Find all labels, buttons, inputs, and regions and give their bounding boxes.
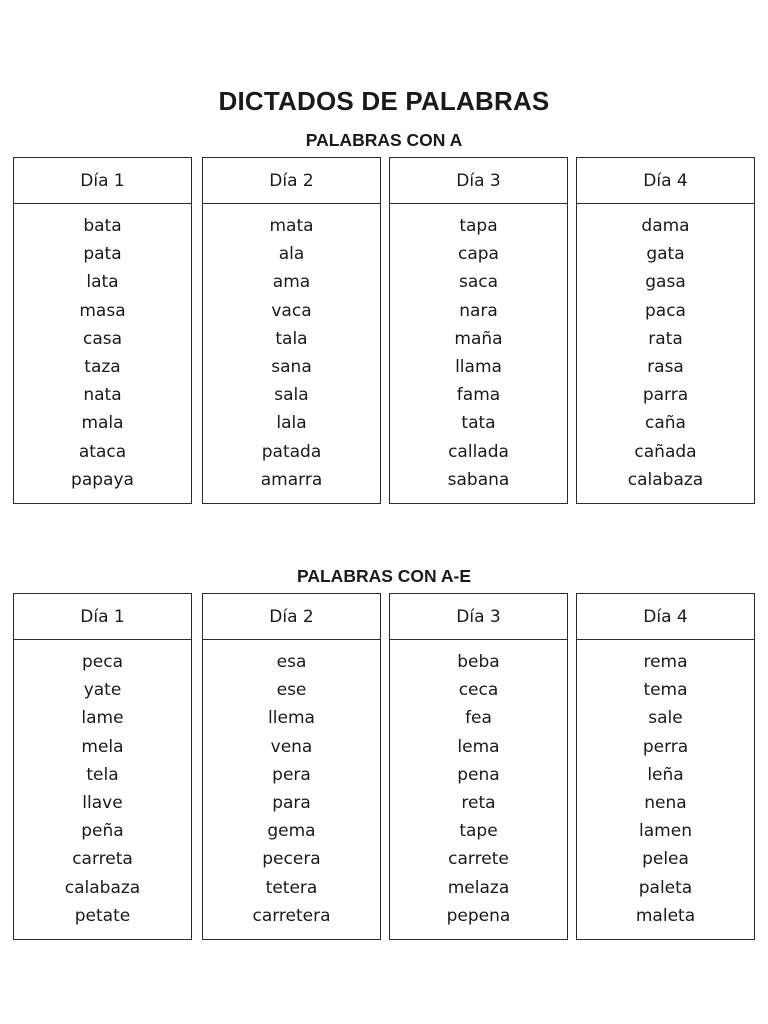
word-item: melaza	[447, 877, 510, 898]
word-item: lema	[457, 736, 500, 757]
day-column	[13, 157, 192, 504]
word-item: pelea	[642, 849, 689, 870]
section-palabras-con-a-e	[0, 593, 768, 943]
word-list	[390, 640, 567, 930]
word-item: cañada	[634, 441, 697, 462]
word-item: calabaza	[64, 877, 141, 898]
day-column	[389, 157, 568, 504]
word-item: patada	[261, 441, 322, 462]
word-item: nata	[83, 385, 122, 406]
section-title-palabras-con-a: PALABRAS CON A	[305, 130, 463, 150]
word-item: pera	[272, 764, 311, 785]
word-item: paca	[645, 300, 686, 321]
day-column	[202, 157, 381, 504]
word-list	[203, 640, 380, 930]
word-item: ama	[272, 272, 311, 293]
word-item: rasa	[647, 356, 684, 377]
word-item: pecera	[262, 849, 321, 870]
word-item: taza	[84, 356, 121, 377]
word-item: masa	[79, 300, 126, 321]
word-item: tapa	[459, 216, 498, 236]
word-item: reta	[461, 792, 496, 813]
word-list	[577, 640, 754, 930]
word-item: sabana	[447, 469, 510, 490]
word-item: petate	[74, 905, 131, 926]
word-item: calabaza	[627, 469, 704, 490]
word-item: casa	[82, 328, 123, 349]
word-item: saca	[458, 272, 499, 293]
day-header: Día 1	[14, 594, 191, 640]
word-list	[14, 204, 191, 494]
word-item: peña	[81, 821, 124, 842]
day-header: Día 4	[577, 158, 754, 204]
word-item: gata	[646, 244, 685, 265]
word-item: caña	[645, 413, 686, 434]
section-title-palabras-con-a-e: PALABRAS CON A-E	[296, 566, 472, 586]
word-item: nena	[644, 792, 687, 813]
word-item: gema	[267, 821, 316, 842]
word-item: vena	[270, 736, 313, 757]
word-item: fama	[456, 385, 501, 406]
word-item: pata	[83, 244, 122, 265]
word-item: tetera	[265, 877, 318, 898]
word-item: capa	[458, 244, 499, 265]
word-item: pepena	[446, 905, 511, 926]
day-column	[576, 593, 755, 940]
word-item: callada	[448, 441, 509, 462]
word-item: leña	[647, 764, 684, 785]
word-item: ala	[278, 244, 305, 265]
word-item: bata	[83, 216, 122, 236]
word-item: tema	[643, 680, 688, 701]
word-item: pena	[457, 764, 500, 785]
word-item: lamen	[639, 821, 692, 842]
word-item: tela	[86, 764, 119, 785]
word-item: llama	[455, 356, 502, 377]
word-item: carrete	[448, 849, 509, 870]
word-item: llema	[268, 708, 315, 729]
word-item: tala	[275, 328, 308, 349]
word-item: nara	[459, 300, 498, 321]
word-item: ataca	[78, 441, 127, 462]
word-item: beba	[457, 652, 500, 672]
word-item: esa	[276, 652, 307, 672]
day-header: Día 3	[390, 594, 567, 640]
word-item: papaya	[71, 469, 134, 490]
word-item: rema	[643, 652, 688, 672]
word-item: lame	[81, 708, 124, 729]
word-item: sale	[648, 708, 683, 729]
page-title: DICTADOS DE PALABRAS	[218, 86, 550, 116]
word-list	[577, 204, 754, 494]
section-palabras-con-a	[0, 157, 768, 507]
word-list	[390, 204, 567, 494]
word-item: paleta	[638, 877, 693, 898]
word-item: maña	[454, 328, 503, 349]
word-list	[14, 640, 191, 930]
day-column	[389, 593, 568, 940]
word-item: maleta	[635, 905, 696, 926]
day-column	[13, 593, 192, 940]
word-item: tape	[459, 821, 498, 842]
word-item: ese	[276, 680, 307, 701]
day-header: Día 3	[390, 158, 567, 204]
word-item: amarra	[260, 469, 323, 490]
word-item: llave	[82, 792, 123, 813]
word-item: sala	[274, 385, 309, 406]
word-item: carreta	[72, 849, 133, 870]
word-item: para	[272, 792, 311, 813]
word-item: gasa	[645, 272, 686, 293]
word-item: dama	[641, 216, 690, 236]
day-column	[576, 157, 755, 504]
word-item: parra	[642, 385, 689, 406]
word-item: ceca	[458, 680, 499, 701]
word-item: rata	[648, 328, 683, 349]
word-item: tata	[461, 413, 496, 434]
word-item: fea	[465, 708, 492, 729]
word-item: mala	[81, 413, 124, 434]
day-header: Día 1	[14, 158, 191, 204]
word-item: sana	[271, 356, 312, 377]
word-item: vaca	[271, 300, 312, 321]
word-list	[203, 204, 380, 494]
day-column	[202, 593, 381, 940]
word-item: perra	[642, 736, 689, 757]
word-item: mata	[269, 216, 314, 236]
word-item: yate	[83, 680, 122, 701]
word-item: lata	[86, 272, 119, 293]
word-item: lala	[276, 413, 307, 434]
word-item: mela	[81, 736, 124, 757]
day-header: Día 2	[203, 158, 380, 204]
word-item: carretera	[252, 905, 331, 926]
day-header: Día 2	[203, 594, 380, 640]
day-header: Día 4	[577, 594, 754, 640]
word-item: peca	[81, 652, 123, 672]
